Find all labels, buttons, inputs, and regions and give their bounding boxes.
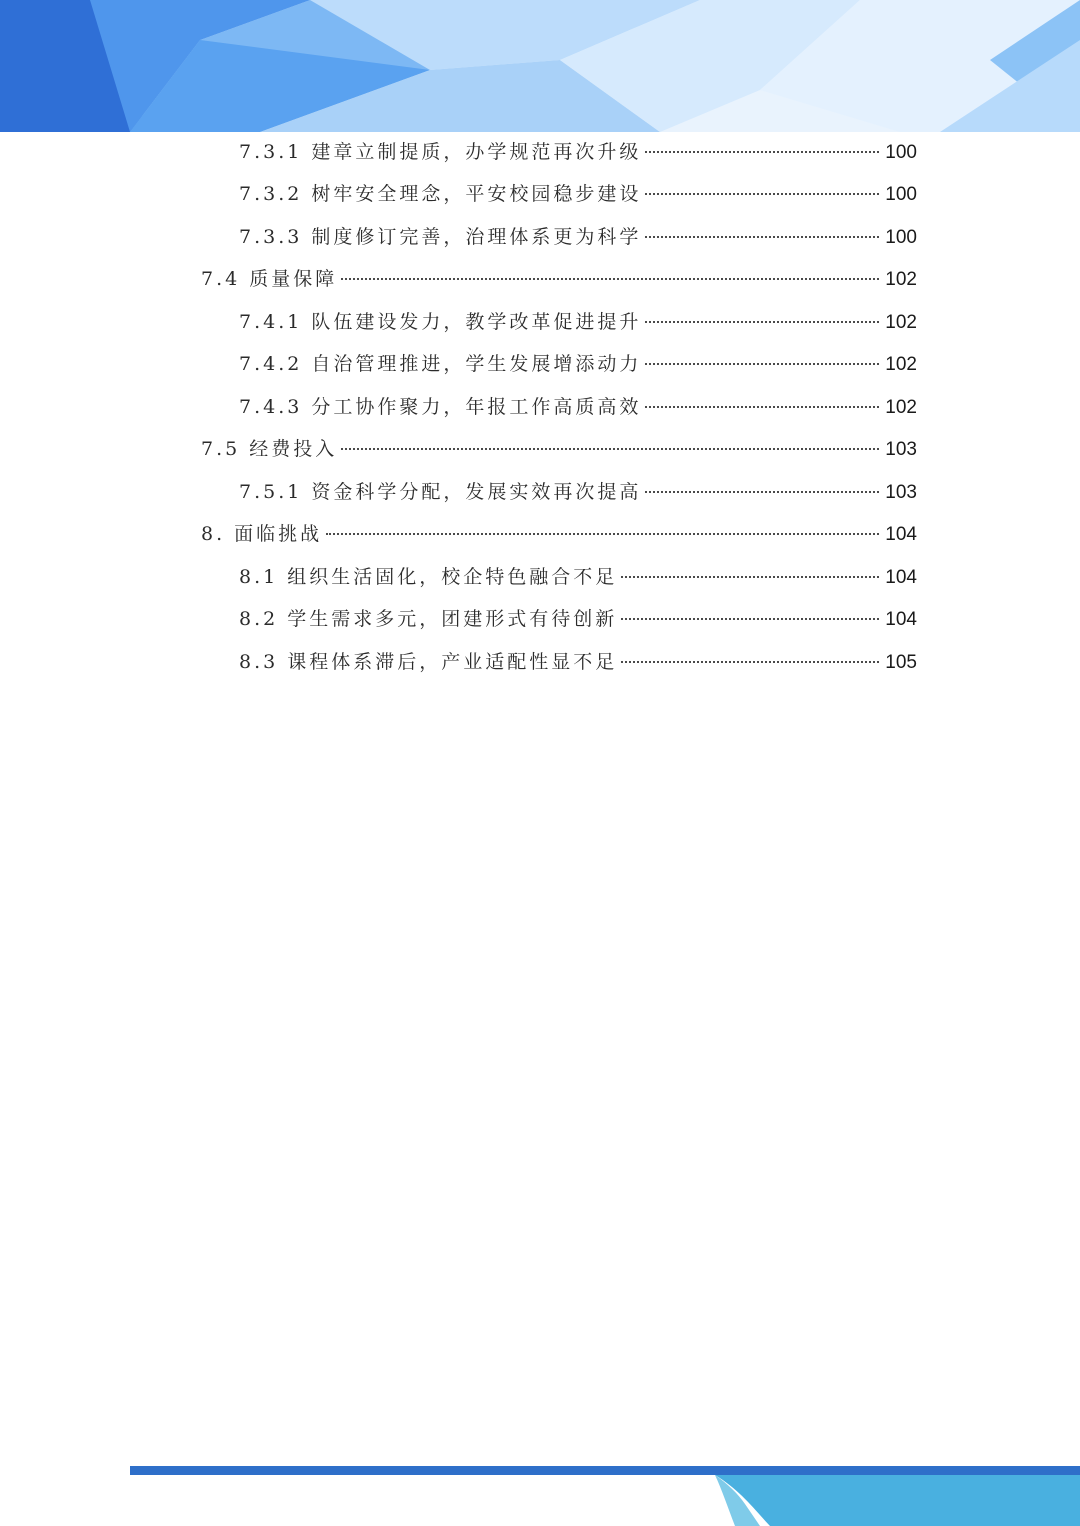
toc-dot-leader: [645, 406, 879, 408]
toc-entry[interactable]: [239, 477, 917, 507]
toc-page-number: 100: [885, 142, 917, 163]
toc-dot-leader: [621, 661, 879, 663]
toc-entry[interactable]: [239, 137, 917, 167]
toc-entry[interactable]: [239, 647, 917, 677]
toc-page-number: 104: [885, 609, 917, 630]
toc-page-number: 103: [885, 482, 917, 503]
footer-decoration: [0, 1460, 1080, 1526]
toc-entry-title: 7.3.3 制度修订完善，治理体系更为科学: [239, 226, 642, 248]
toc-entry[interactable]: [239, 562, 917, 592]
toc-page-number: 104: [885, 524, 917, 545]
toc-entry-title: 7.4.3 分工协作聚力，年报工作高质高效: [239, 396, 642, 418]
toc-page-number: 102: [885, 354, 917, 375]
toc-dot-leader: [341, 278, 879, 280]
toc-dot-leader: [645, 236, 879, 238]
toc-dot-leader: [645, 491, 879, 493]
toc-entry-title: 7.3.1 建章立制提质，办学规范再次升级: [239, 141, 642, 163]
toc-dot-leader: [645, 193, 879, 195]
toc-entry-title: 7.4 质量保障: [201, 268, 338, 290]
toc-entry[interactable]: [239, 222, 917, 252]
toc-entry-title: 7.4.2 自治管理推进，学生发展增添动力: [239, 353, 642, 375]
toc-page-number: 103: [885, 439, 917, 460]
toc-dot-leader: [645, 363, 879, 365]
toc-page-number: 102: [885, 269, 917, 290]
toc-page-number: 104: [885, 567, 917, 588]
toc-dot-leader: [645, 321, 879, 323]
toc-dot-leader: [645, 151, 879, 153]
toc-entry-title: 8.3 课程体系滞后，产业适配性显不足: [239, 651, 618, 673]
toc-entry[interactable]: [239, 604, 917, 634]
toc-page-number: 102: [885, 312, 917, 333]
toc-entry[interactable]: [239, 179, 917, 209]
toc-entry-title: 7.4.1 队伍建设发力，教学改革促进提升: [239, 311, 642, 333]
toc-page-number: 102: [885, 397, 917, 418]
toc-entry-title: 8.1 组织生活固化，校企特色融合不足: [239, 566, 618, 588]
toc-dot-leader: [621, 576, 879, 578]
toc-page-number: 100: [885, 227, 917, 248]
toc-entry-title: 7.5.1 资金科学分配，发展实效再次提高: [239, 481, 642, 503]
toc-entry-title: 7.5 经费投入: [201, 438, 338, 460]
toc-entry[interactable]: [201, 264, 917, 294]
toc-entry[interactable]: [239, 349, 917, 379]
toc-dot-leader: [326, 533, 879, 535]
toc-entry[interactable]: [239, 307, 917, 337]
toc-entry[interactable]: [201, 434, 917, 464]
toc-entry-title: 8. 面临挑战: [201, 523, 323, 545]
header-banner: [0, 0, 1080, 132]
toc-page-number: 105: [885, 652, 917, 673]
toc-dot-leader: [621, 618, 879, 620]
toc-entry[interactable]: [201, 519, 917, 549]
toc-entry[interactable]: [239, 392, 917, 422]
toc-page-number: 100: [885, 184, 917, 205]
toc-dot-leader: [341, 448, 879, 450]
toc-entry-title: 7.3.2 树牢安全理念，平安校园稳步建设: [239, 183, 642, 205]
toc-entry-title: 8.2 学生需求多元，团建形式有待创新: [239, 608, 618, 630]
